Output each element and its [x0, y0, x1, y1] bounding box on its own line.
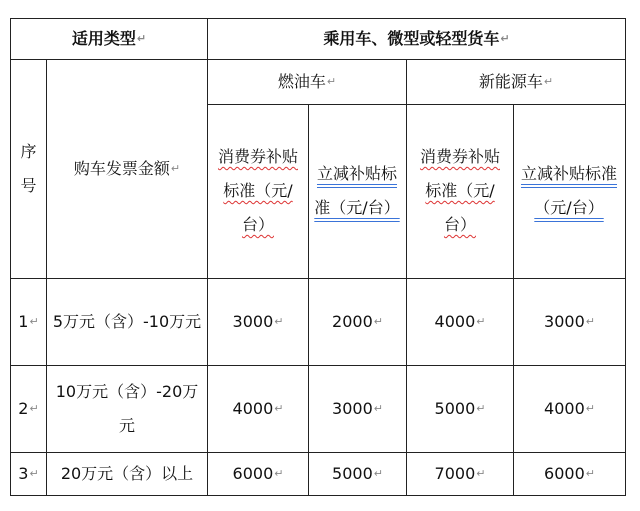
row-1-amount	[52, 279, 202, 365]
row-1-ne-voucher	[407, 279, 513, 365]
row-2-fuel-voucher	[208, 366, 308, 452]
cell-value: 4000	[544, 399, 585, 418]
paragraph-mark: ↵	[326, 75, 337, 88]
header-fuel-car	[208, 60, 406, 104]
cell-value: 4000	[232, 399, 274, 418]
row-1-index	[11, 279, 46, 365]
cell-value: 7000	[434, 464, 476, 483]
row-amount-value: 10万元（含）-20万元	[55, 382, 199, 435]
header-index-text: 序号	[20, 142, 37, 195]
header-fuel-voucher	[214, 116, 302, 266]
header-fuel-car-text: 燃油车	[277, 72, 326, 91]
row-2-ne-instant	[514, 366, 625, 452]
paragraph-mark: ↵	[373, 402, 383, 415]
cell-value: 6000	[232, 464, 274, 483]
paragraph-mark: ↵	[585, 402, 595, 415]
row-amount-value: 5万元（含）-10万元	[52, 312, 202, 331]
row-2-index	[11, 366, 46, 452]
paragraph-mark: ↵	[29, 402, 39, 415]
header-fuel-instant	[314, 116, 400, 266]
paragraph-mark: ↵	[543, 75, 554, 88]
header-index	[11, 60, 46, 278]
row-1-fuel-instant	[309, 279, 406, 365]
row-3-fuel-voucher	[208, 453, 308, 495]
row-3-fuel-instant	[309, 453, 406, 495]
header-new-energy	[407, 60, 625, 104]
cell-value: 3000	[232, 312, 274, 331]
header-ne-instant-text: 立减补贴标准（元/台）	[520, 164, 617, 217]
header-new-energy-text: 新能源车	[478, 72, 543, 91]
row-3-index	[11, 453, 46, 495]
cell-value: 5000	[332, 464, 373, 483]
row-1-ne-instant	[514, 279, 625, 365]
row-3-ne-instant	[514, 453, 625, 495]
paragraph-mark: ↵	[29, 467, 39, 480]
row-2-amount	[52, 366, 202, 452]
paragraph-mark: ↵	[274, 402, 284, 415]
row-3-amount	[52, 453, 202, 495]
paragraph-mark: ↵	[500, 32, 510, 45]
row-2-fuel-instant	[309, 366, 406, 452]
header-fuel-instant-text: 立减补贴标准（元/台）	[314, 164, 400, 217]
cell-value: 5000	[434, 399, 476, 418]
header-fuel-voucher-text: 消费券补贴标准（元/台）	[217, 147, 298, 234]
paragraph-mark: ↵	[585, 467, 595, 480]
row-index-value: 2	[18, 399, 29, 418]
paragraph-mark: ↵	[274, 467, 284, 480]
header-ne-voucher-text: 消费券补贴标准（元/台）	[419, 147, 500, 234]
header-invoice-amount	[47, 60, 207, 278]
row-amount-value: 20万元（含）以上	[60, 464, 194, 483]
paragraph-mark: ↵	[274, 315, 284, 328]
row-index-value: 3	[18, 464, 29, 483]
paragraph-mark: ↵	[170, 162, 181, 175]
paragraph-mark: ↵	[476, 315, 486, 328]
paragraph-mark: ↵	[136, 32, 147, 45]
paragraph-mark: ↵	[476, 467, 486, 480]
header-ne-voucher	[414, 116, 506, 266]
header-vehicle-group-text: 乘用车、微型或轻型货车	[323, 29, 500, 48]
header-ne-instant	[520, 116, 618, 266]
row-divider-2	[207, 104, 626, 105]
row-1-fuel-voucher	[208, 279, 308, 365]
table-border-bottom	[10, 495, 626, 496]
paragraph-mark: ↵	[29, 315, 39, 328]
cell-value: 3000	[332, 399, 373, 418]
row-3-ne-voucher	[407, 453, 513, 495]
cell-value: 6000	[544, 464, 585, 483]
table-border-right	[625, 18, 626, 496]
header-vehicle-group	[208, 19, 625, 59]
header-type-text: 适用类型	[71, 29, 136, 48]
paragraph-mark: ↵	[476, 402, 486, 415]
cell-value: 2000	[332, 312, 373, 331]
cell-value: 3000	[544, 312, 585, 331]
row-index-value: 1	[18, 312, 29, 331]
paragraph-mark: ↵	[373, 315, 383, 328]
header-invoice-text: 购车发票金额	[73, 159, 170, 178]
paragraph-mark: ↵	[373, 467, 383, 480]
row-2-ne-voucher	[407, 366, 513, 452]
cell-value: 4000	[434, 312, 476, 331]
header-type	[11, 19, 207, 59]
paragraph-mark: ↵	[585, 315, 595, 328]
